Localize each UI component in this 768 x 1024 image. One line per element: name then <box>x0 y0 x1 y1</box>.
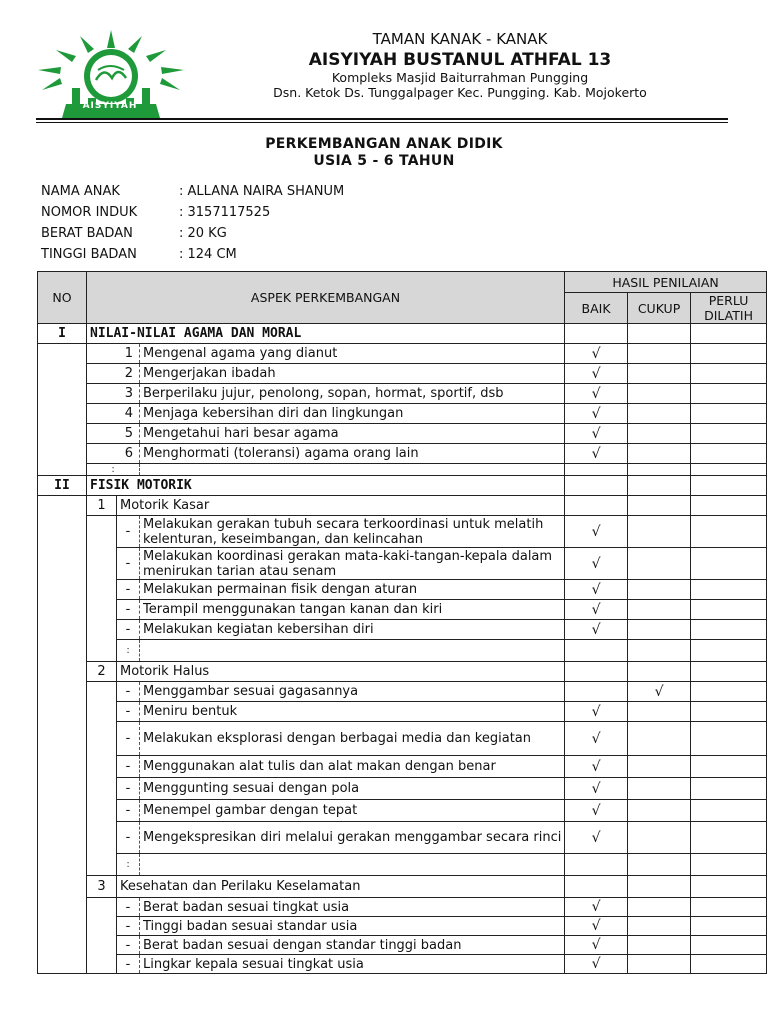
check-mark: √ <box>565 702 628 722</box>
check-mark: √ <box>565 364 628 384</box>
student-identity <box>41 181 344 265</box>
empty-cell <box>628 620 691 640</box>
section-title: NILAI-NILAI AGAMA DAN MORAL <box>87 324 565 344</box>
table-row <box>38 682 767 702</box>
school-type: TAMAN KANAK - KANAK <box>372 30 548 48</box>
empty-cell <box>628 548 691 580</box>
table-row <box>38 822 767 854</box>
item-text: Melakukan gerakan tubuh secara terkoordinasi untuk melatih kelenturan, keseimbangan, dan kelincahan <box>140 516 565 548</box>
subsection-title: Motorik Kasar <box>117 496 565 516</box>
section-number: I <box>38 324 87 344</box>
item-text: Mengekspresikan diri melalui gerakan menggambar secara rinci <box>140 822 565 854</box>
empty-cell <box>691 580 767 600</box>
empty-cell <box>691 778 767 800</box>
empty-cell <box>628 496 691 516</box>
subsection-row <box>38 662 767 682</box>
empty-cell <box>691 800 767 822</box>
empty-cell <box>628 404 691 424</box>
identity-row-name <box>41 181 344 202</box>
empty-cell <box>628 476 691 496</box>
dots-marker: : <box>87 464 140 476</box>
item-dash: - <box>117 756 140 778</box>
check-mark: √ <box>628 682 691 702</box>
table-row <box>38 620 767 640</box>
table-row <box>38 516 767 548</box>
table-row <box>38 580 767 600</box>
table-row <box>38 424 767 444</box>
section-row <box>38 476 767 496</box>
check-mark: √ <box>565 580 628 600</box>
check-mark: √ <box>565 936 628 955</box>
empty-cell <box>565 640 628 662</box>
empty-cell <box>691 600 767 620</box>
empty-cell <box>691 662 767 682</box>
header-good: BAIK <box>565 293 628 324</box>
item-text: Menggunakan alat tulis dan alat makan dengan benar <box>140 756 565 778</box>
item-text: Mengenal agama yang dianut <box>140 344 565 364</box>
empty-cell <box>691 324 767 344</box>
table-row <box>38 600 767 620</box>
item-text: Berperilaku jujur, penolong, sopan, hormat, sportif, dsb <box>140 384 565 404</box>
empty-cell <box>565 464 628 476</box>
empty-cell <box>628 464 691 476</box>
empty-cell <box>691 756 767 778</box>
table-row <box>38 364 767 384</box>
empty-cell <box>628 662 691 682</box>
evaluation-table <box>37 271 767 974</box>
empty-cell <box>628 936 691 955</box>
empty-cell <box>565 682 628 702</box>
identity-value: : 20 KG <box>179 226 227 241</box>
check-mark: √ <box>565 822 628 854</box>
item-dash: - <box>117 600 140 620</box>
item-text: Mengetahui hari besar agama <box>140 424 565 444</box>
item-dash: - <box>117 800 140 822</box>
check-mark: √ <box>565 548 628 580</box>
item-number: 6 <box>87 444 140 464</box>
empty-cell <box>691 476 767 496</box>
empty-cell <box>628 600 691 620</box>
empty-cell <box>628 702 691 722</box>
empty-cell <box>565 496 628 516</box>
table-row-spacer <box>38 464 767 476</box>
empty-cell <box>691 464 767 476</box>
table-row <box>38 384 767 404</box>
empty-cell <box>628 756 691 778</box>
identity-row-number <box>41 202 344 223</box>
table-row <box>38 756 767 778</box>
item-number: 3 <box>87 384 140 404</box>
item-number: 1 <box>87 344 140 364</box>
empty-cell <box>691 955 767 974</box>
empty-cell <box>691 344 767 364</box>
subsection-number: 2 <box>87 662 117 682</box>
logo-text: AISYIYAH <box>82 101 138 111</box>
identity-label: NOMOR INDUK <box>41 205 138 220</box>
empty-cell <box>565 476 628 496</box>
identity-label: BERAT BADAN <box>41 226 133 241</box>
document-subtitle: USIA 5 - 6 TAHUN <box>313 153 455 169</box>
item-text: Melakukan permainan fisik dengan aturan <box>140 580 565 600</box>
table-row <box>38 344 767 364</box>
item-text: Meniru bentuk <box>140 702 565 722</box>
check-mark: √ <box>565 778 628 800</box>
empty-cell <box>87 898 117 974</box>
item-dash: - <box>117 778 140 800</box>
item-number: 2 <box>87 364 140 384</box>
subsection-title: Motorik Halus <box>117 662 565 682</box>
check-mark: √ <box>565 404 628 424</box>
table-row <box>38 955 767 974</box>
item-text: Melakukan kegiatan kebersihan diri <box>140 620 565 640</box>
item-dash: - <box>117 898 140 917</box>
table-row <box>38 444 767 464</box>
identity-row-weight <box>41 223 344 244</box>
table-row <box>38 722 767 756</box>
item-text: Menghormati (toleransi) agama orang lain <box>140 444 565 464</box>
item-dash: - <box>117 722 140 756</box>
empty-cell <box>628 898 691 917</box>
table-row <box>38 936 767 955</box>
empty-cell <box>691 384 767 404</box>
empty-cell <box>140 464 565 476</box>
table-row <box>38 702 767 722</box>
item-dash: - <box>117 822 140 854</box>
empty-cell <box>628 955 691 974</box>
empty-cell <box>691 854 767 876</box>
header-rule-thin <box>36 122 728 123</box>
empty-cell <box>691 640 767 662</box>
document-title: PERKEMBANGAN ANAK DIDIK <box>265 136 503 152</box>
empty-cell <box>87 682 117 876</box>
address-line-2: Dsn. Ketok Ds. Tunggalpager Kec. Pungging. Kab. Mojokerto <box>273 85 647 100</box>
table-row <box>38 898 767 917</box>
empty-cell <box>628 364 691 384</box>
item-dash: - <box>117 702 140 722</box>
table-row <box>38 778 767 800</box>
section-title: FISIK MOTORIK <box>87 476 565 496</box>
identity-label: TINGGI BADAN <box>41 247 137 262</box>
check-mark: √ <box>565 917 628 936</box>
empty-cell <box>628 384 691 404</box>
empty-cell <box>628 800 691 822</box>
empty-cell <box>691 722 767 756</box>
empty-cell <box>691 516 767 548</box>
identity-row-height <box>41 244 344 265</box>
item-dash: - <box>117 917 140 936</box>
empty-cell <box>691 444 767 464</box>
table-row-spacer <box>38 640 767 662</box>
item-number: 4 <box>87 404 140 424</box>
empty-cell <box>691 404 767 424</box>
empty-cell <box>565 662 628 682</box>
check-mark: √ <box>565 424 628 444</box>
item-text: Menggunting sesuai dengan pola <box>140 778 565 800</box>
address-line-1: Kompleks Masjid Baiturrahman Pungging <box>331 70 589 85</box>
empty-cell <box>691 876 767 898</box>
item-dash: - <box>117 955 140 974</box>
empty-cell <box>628 424 691 444</box>
subsection-number: 1 <box>87 496 117 516</box>
empty-cell <box>628 876 691 898</box>
empty-cell <box>38 496 87 974</box>
empty-cell <box>628 640 691 662</box>
empty-cell <box>691 917 767 936</box>
item-text: Melakukan koordinasi gerakan mata-kaki-tangan-kepala dalam menirukan tarian atau senam <box>140 548 565 580</box>
empty-cell <box>628 324 691 344</box>
subsection-number: 3 <box>87 876 117 898</box>
check-mark: √ <box>565 722 628 756</box>
item-text: Lingkar kepala sesuai tingkat usia <box>140 955 565 974</box>
empty-cell <box>691 364 767 384</box>
empty-cell <box>691 682 767 702</box>
subsection-title: Kesehatan dan Perilaku Keselamatan <box>117 876 565 898</box>
item-number: 5 <box>87 424 140 444</box>
check-mark: √ <box>565 756 628 778</box>
empty-cell <box>691 822 767 854</box>
empty-cell <box>38 344 87 476</box>
empty-cell <box>565 324 628 344</box>
subsection-row <box>38 496 767 516</box>
empty-cell <box>140 854 565 876</box>
identity-value: : 124 CM <box>179 247 237 262</box>
empty-cell <box>87 516 117 662</box>
item-dash: - <box>117 580 140 600</box>
check-mark: √ <box>565 620 628 640</box>
check-mark: √ <box>565 384 628 404</box>
header-enough: CUKUP <box>628 293 691 324</box>
empty-cell <box>691 424 767 444</box>
item-dash: - <box>117 516 140 548</box>
table-header-row <box>38 272 767 293</box>
letterhead <box>0 0 768 120</box>
subsection-row <box>38 876 767 898</box>
item-text: Berat badan sesuai dengan standar tinggi badan <box>140 936 565 955</box>
empty-cell <box>691 898 767 917</box>
check-mark: √ <box>565 800 628 822</box>
check-mark: √ <box>565 344 628 364</box>
header-no: NO <box>38 272 87 324</box>
item-text: Berat badan sesuai tingkat usia <box>140 898 565 917</box>
empty-cell <box>628 580 691 600</box>
empty-cell <box>691 620 767 640</box>
empty-cell <box>628 822 691 854</box>
identity-label: NAMA ANAK <box>41 184 120 199</box>
empty-cell <box>628 516 691 548</box>
header-rule-thick <box>36 118 728 120</box>
dots-marker: : <box>117 854 140 876</box>
empty-cell <box>140 640 565 662</box>
school-name: AISYIYAH BUSTANUL ATHFAL 13 <box>308 50 612 70</box>
table-row-spacer <box>38 854 767 876</box>
item-text: Menggambar sesuai gagasannya <box>140 682 565 702</box>
header-result: HASIL PENILAIAN <box>565 272 767 293</box>
section-number: II <box>38 476 87 496</box>
check-mark: √ <box>565 600 628 620</box>
item-text: Terampil menggunakan tangan kanan dan kiri <box>140 600 565 620</box>
empty-cell <box>628 917 691 936</box>
empty-cell <box>691 548 767 580</box>
table-row <box>38 404 767 424</box>
identity-value: : ALLANA NAIRA SHANUM <box>179 184 345 199</box>
empty-cell <box>628 344 691 364</box>
check-mark: √ <box>565 516 628 548</box>
empty-cell <box>565 876 628 898</box>
empty-cell <box>565 854 628 876</box>
table-row <box>38 917 767 936</box>
empty-cell <box>628 722 691 756</box>
check-mark: √ <box>565 955 628 974</box>
item-dash: - <box>117 936 140 955</box>
header-practice: PERLU DILATIH <box>691 293 767 324</box>
header-aspect: ASPEK PERKEMBANGAN <box>87 272 565 324</box>
table-row <box>38 800 767 822</box>
item-text: Melakukan eksplorasi dengan berbagai media dan kegiatan <box>140 722 565 756</box>
empty-cell <box>628 854 691 876</box>
section-row <box>38 324 767 344</box>
table-row <box>38 548 767 580</box>
empty-cell <box>691 936 767 955</box>
dots-marker: : <box>117 640 140 662</box>
check-mark: √ <box>565 898 628 917</box>
empty-cell <box>691 702 767 722</box>
empty-cell <box>628 444 691 464</box>
item-text: Menjaga kebersihan diri dan lingkungan <box>140 404 565 424</box>
check-mark: √ <box>565 444 628 464</box>
item-dash: - <box>117 620 140 640</box>
identity-value: : 3157117525 <box>179 205 271 220</box>
empty-cell <box>691 496 767 516</box>
item-text: Tinggi badan sesuai standar usia <box>140 917 565 936</box>
item-text: Menempel gambar dengan tepat <box>140 800 565 822</box>
item-dash: - <box>117 682 140 702</box>
item-text: Mengerjakan ibadah <box>140 364 565 384</box>
item-dash: - <box>117 548 140 580</box>
empty-cell <box>628 778 691 800</box>
